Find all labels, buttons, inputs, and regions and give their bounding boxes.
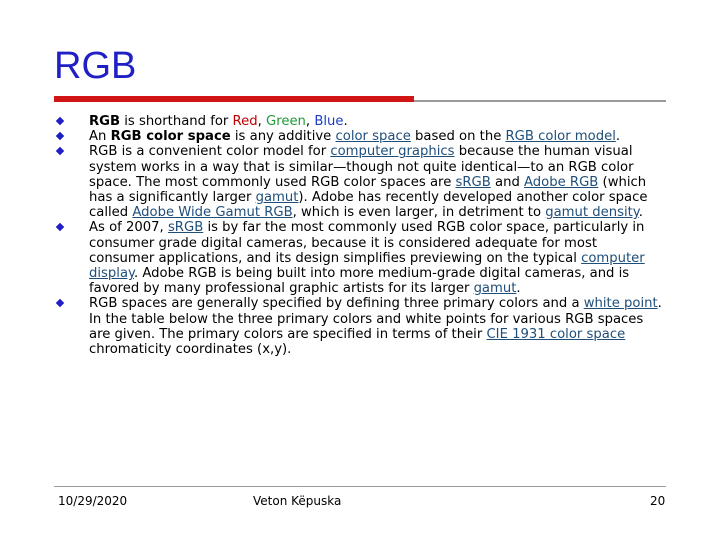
link[interactable]: color space [335,129,411,145]
link[interactable]: gamut [473,281,517,297]
link[interactable]: sRGB [167,220,204,236]
bullet-text: is shorthand for [120,114,233,129]
bullet-item [54,114,666,129]
bold-text: RGB [89,114,121,129]
link[interactable]: computer graphics [330,144,455,160]
link[interactable]: CIE 1931 color space [486,326,626,342]
bullet-text: . [615,129,621,145]
color-word-red: Red [232,114,258,129]
bullet-text: An [89,129,111,145]
bullet-text: As of 2007, [89,220,168,236]
diamond-bullet-icon [56,117,64,125]
link[interactable]: white point [583,296,658,312]
bullet-text: ). Adobe has recently developed another color space called [89,190,648,221]
bullet-text: because the human visual system works in a way that is similar—though not quite identical—to an RGB color space. The most commonly used RGB color spaces are [89,144,634,190]
bullet-text: . Adobe RGB is being built into more medium-grade digital cameras, and is favored by many professional graphic artists for its larger [89,266,630,297]
diamond-bullet-icon [56,132,64,140]
bullet-item [54,129,666,144]
footer-author: Veton Këpuska [253,494,342,508]
bullet-text: , [305,114,315,129]
bold-text: RGB color space [110,129,231,145]
link[interactable]: gamut density [545,205,639,221]
diamond-bullet-icon [56,147,64,155]
link[interactable]: gamut [255,190,299,206]
bullet-text: . [516,281,521,297]
title-accent-bar [54,96,414,102]
bullet-item [54,296,666,357]
diamond-bullet-icon [56,223,64,231]
bullet-text: RGB is a convenient color model for [89,144,331,160]
bullet-item [54,220,666,296]
color-word-blue: Blue [314,114,344,129]
link[interactable]: computer display [89,250,645,282]
bullet-text: and [490,174,525,190]
footer-divider [54,486,666,487]
bullet-text: (which has a significantly larger [89,174,647,206]
bullet-text: chromaticity coordinates (x,y). [89,342,292,358]
diamond-bullet-icon [56,299,64,307]
link[interactable]: RGB color model [505,129,616,145]
bullet-item [54,144,666,220]
link[interactable]: sRGB [455,174,491,190]
link[interactable]: Adobe Wide Gamut RGB [132,205,293,221]
link[interactable]: Adobe RGB [524,174,599,190]
bullet-list [54,114,666,357]
bullet-text: , which is even larger, in detriment to [292,205,546,221]
bullet-text: RGB spaces are generally specified by defining three primary colors and a [89,296,584,312]
bullet-text: , [257,114,266,129]
bullet-text: . [343,114,348,129]
bullet-text: is any additive [230,129,336,145]
color-word-green: Green [265,114,306,129]
bullet-text: . In the table below the three primary colors and white points for various RGB spaces are given. The primary colors are specified in terms of their [89,296,662,342]
bullet-text: . [638,205,643,221]
slide-title: RGB [54,45,137,87]
footer-date: 10/29/2020 [58,494,128,508]
page-number: 20 [650,494,666,508]
bullet-text: based on the [410,129,506,145]
bullet-text: is by far the most commonly used RGB color space, particularly in consumer grade digital cameras, because it is considered adequate for most consumer applications, and its design simplifies previewing on the typical [89,220,645,266]
